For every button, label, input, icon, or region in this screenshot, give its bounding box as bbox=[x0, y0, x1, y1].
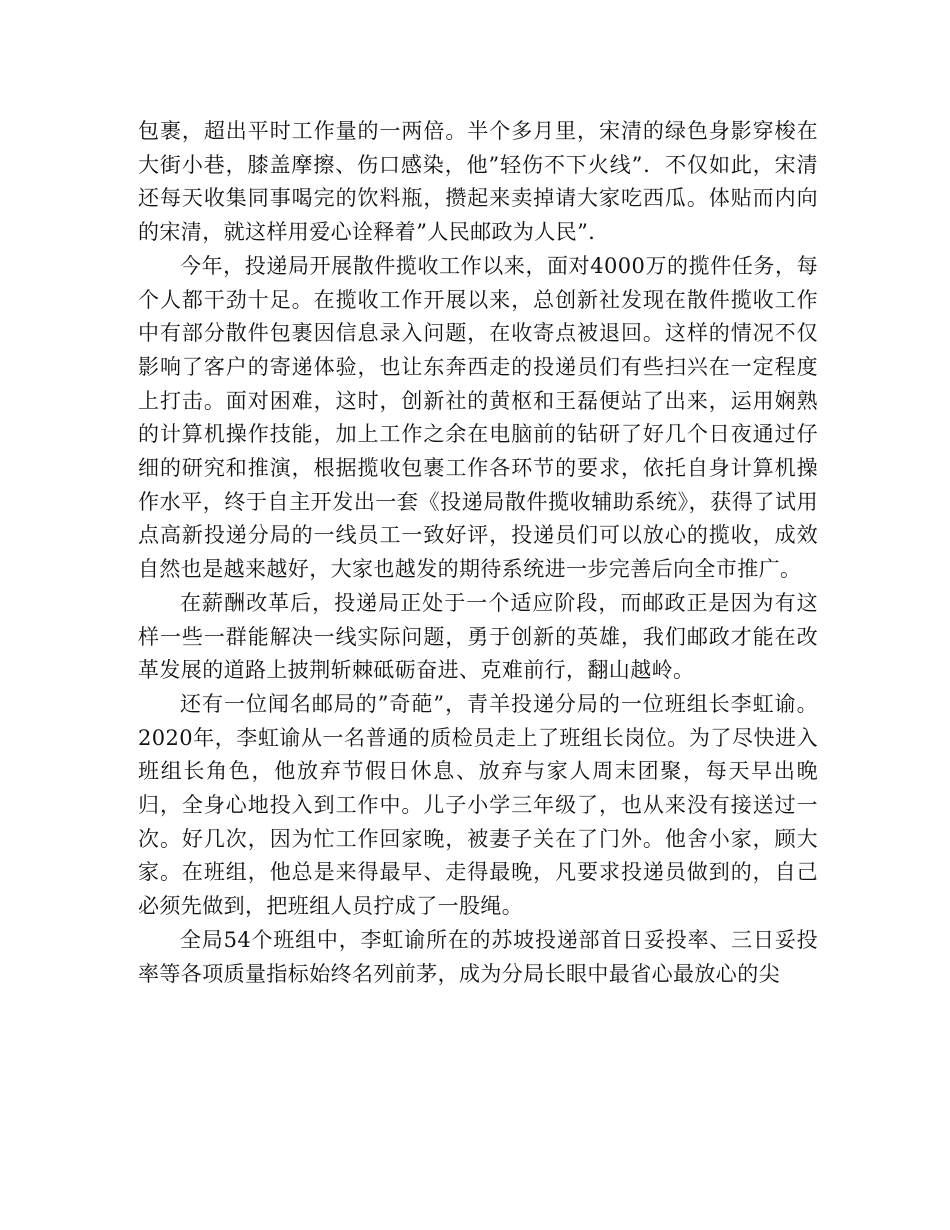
paragraph-collection-work: 今年，投递局开展散件揽收工作以来，面对4000万的揽件任务，每个人都干劲十足。在揽收工作开展以来，总创新社发现在散件揽收工作中有部分散件包裹因信息录入问题，在收寄点被退回。这样的情况不仅影响了客户的寄递体验，也让东奔西走的投递员们有些扫兴在一定程度上打击。面对困难，这时，创新社的黄枢和王磊便站了出来，运用娴熟的计算机操作技能，加上工作之余在电脑前的钻研了好几个日夜通过仔细的研究和推演，根据揽收包裹工作各环节的要求，依托自身计算机操作水平，终于自主开发出一套《投递局散件揽收辅助系统》，获得了试用点高新投递分局的一线员工一致好评，投递员们可以放心的揽收，成效自然也是越来越好，大家也越发的期待系统进一步完善后向全市推广。 bbox=[138, 253, 818, 582]
paragraph-continuation: 包裹，超出平时工作量的一两倍。半个多月里，宋清的绿色身影穿梭在大街小巷，膝盖摩擦、伤口感染，他”轻伤不下火线”．不仅如此，宋清还每天收集同事喝完的饮料瓶，攒起来卖掉请大家吃西瓜。体贴而内向的宋清，就这样用爱心诠释着”人民邮政为人民”． bbox=[138, 119, 818, 245]
paragraph-team-ranking: 全局54个班组中，李虹谕所在的苏坡投递部首日妥投率、三日妥投率等各项质量指标始终名列前茅，成为分局长眼中最省心最放心的尖 bbox=[138, 927, 818, 986]
paragraph-salary-reform: 在薪酬改革后，投递局正处于一个适应阶段，而邮政正是因为有这样一些一群能解决一线实际问题，勇于创新的英雄，我们邮政才能在改革发展的道路上披荆斩棘砥砺奋进、克难前行，翻山越岭。 bbox=[138, 590, 818, 683]
body-text bbox=[138, 115, 818, 991]
paragraph-team-leader: 还有一位闻名邮局的”奇葩”，青羊投递分局的一位班组长李虹谕。2020年，李虹谕从一名普通的质检员走上了班组长岗位。为了尽快进入班组长角色，他放弃节假日休息、放弃与家人周末团聚，每天早出晚归，全身心地投入到工作中。儿子小学三年级了，也从来没有接送过一次。好几次，因为忙工作回家晚，被妻子关在了门外。他舍小家，顾大家。在班组，他总是来得最早、走得最晚，凡要求投递员做到的，自己必须先做到，把班组人员拧成了一股绳。 bbox=[138, 691, 818, 919]
